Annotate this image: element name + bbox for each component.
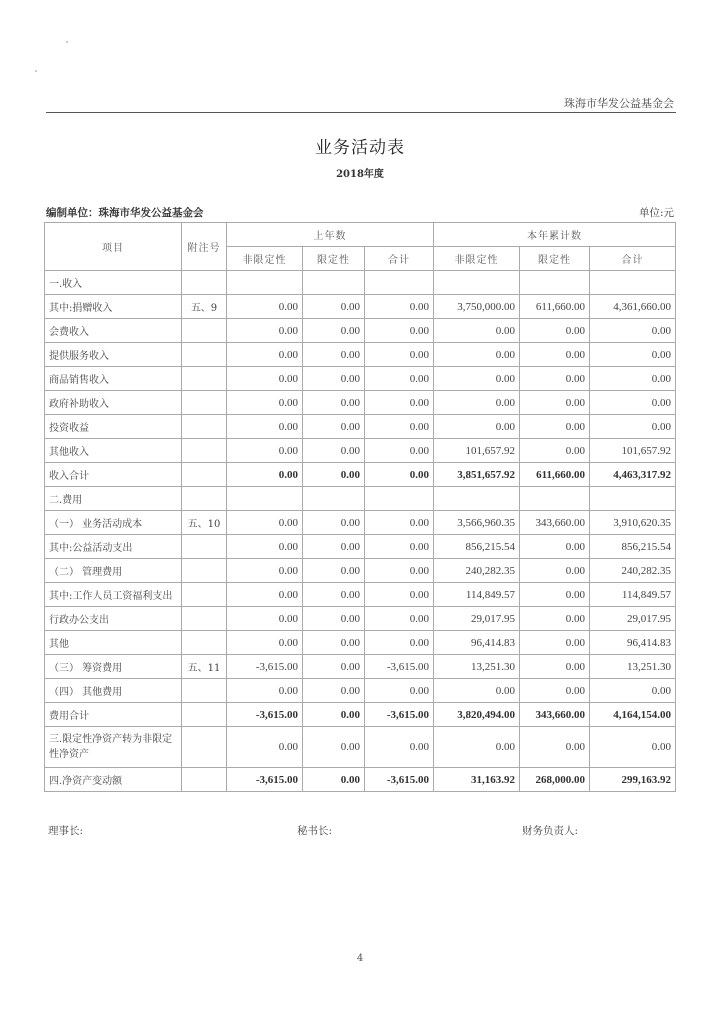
table-row xyxy=(45,535,676,559)
cell-cy-unres: 114,849.57 xyxy=(434,583,520,607)
row-item-label: 收入合计 xyxy=(45,463,182,487)
scan-speck xyxy=(35,70,37,72)
row-note-ref xyxy=(182,271,227,295)
cell-py-unres: 0.00 xyxy=(227,511,303,535)
cell-py-unres: 0.00 xyxy=(227,463,303,487)
header-cy-total: 合计 xyxy=(590,247,676,271)
table-row xyxy=(45,655,676,679)
cell-py-total: 0.00 xyxy=(365,631,434,655)
table-row xyxy=(45,295,676,319)
table-row xyxy=(45,415,676,439)
cell-py-unres: -3,615.00 xyxy=(227,768,303,792)
row-note-ref xyxy=(182,391,227,415)
signature-secretary-general: 秘书长: xyxy=(297,825,333,837)
cell-py-unres: 0.00 xyxy=(227,535,303,559)
cell-cy-unres xyxy=(434,271,520,295)
cell-py-unres: 0.00 xyxy=(227,343,303,367)
cell-cy-total: 299,163.92 xyxy=(590,768,676,792)
cell-py-unres: 0.00 xyxy=(227,583,303,607)
row-item-label: （四） 其他费用 xyxy=(45,679,182,703)
cell-py-res: 0.00 xyxy=(303,655,365,679)
cell-cy-res: 0.00 xyxy=(520,439,590,463)
cell-cy-res: 343,660.00 xyxy=(520,511,590,535)
cell-cy-unres: 3,566,960.35 xyxy=(434,511,520,535)
cell-cy-res: 0.00 xyxy=(520,727,590,768)
cell-cy-total: 3,910,620.35 xyxy=(590,511,676,535)
header-py-total: 合计 xyxy=(365,247,434,271)
table-row xyxy=(45,768,676,792)
cell-cy-res: 0.00 xyxy=(520,631,590,655)
cell-py-res: 0.00 xyxy=(303,727,365,768)
cell-py-total: 0.00 xyxy=(365,559,434,583)
cell-py-total: -3,615.00 xyxy=(365,703,434,727)
cell-cy-total: 0.00 xyxy=(590,415,676,439)
cell-cy-total: 0.00 xyxy=(590,727,676,768)
cell-cy-res: 611,660.00 xyxy=(520,295,590,319)
cell-cy-unres: 3,851,657.92 xyxy=(434,463,520,487)
row-note-ref xyxy=(182,439,227,463)
row-item-label: 政府补助收入 xyxy=(45,391,182,415)
header-cy-restricted: 限定性 xyxy=(520,247,590,271)
row-item-label: 其中:工作人员工资福利支出 xyxy=(45,583,182,607)
row-note-ref: 五、11 xyxy=(182,655,227,679)
cell-py-unres: 0.00 xyxy=(227,367,303,391)
row-item-label: 会费收入 xyxy=(45,319,182,343)
cell-cy-total: 29,017.95 xyxy=(590,607,676,631)
row-item-label: 三.限定性净资产转为非限定性净资产 xyxy=(45,727,182,768)
row-note-ref: 五、9 xyxy=(182,295,227,319)
cell-py-res: 0.00 xyxy=(303,768,365,792)
cell-cy-res: 0.00 xyxy=(520,559,590,583)
table-row xyxy=(45,679,676,703)
table-row xyxy=(45,391,676,415)
cell-py-total: 0.00 xyxy=(365,295,434,319)
cell-cy-unres: 96,414.83 xyxy=(434,631,520,655)
cell-py-total xyxy=(365,271,434,295)
cell-cy-total xyxy=(590,271,676,295)
header-rule xyxy=(46,112,676,113)
row-note-ref xyxy=(182,559,227,583)
cell-py-total: 0.00 xyxy=(365,415,434,439)
table-row xyxy=(45,487,676,511)
cell-py-res: 0.00 xyxy=(303,535,365,559)
cell-cy-unres: 29,017.95 xyxy=(434,607,520,631)
cell-cy-res xyxy=(520,487,590,511)
prepared-by: 编制单位：珠海市华发公益基金会 xyxy=(46,207,204,219)
running-header-organization: 珠海市华发公益基金会 xyxy=(564,97,674,110)
table-row xyxy=(45,511,676,535)
row-note-ref xyxy=(182,631,227,655)
cell-py-total: 0.00 xyxy=(365,727,434,768)
cell-cy-total: 96,414.83 xyxy=(590,631,676,655)
cell-py-total: 0.00 xyxy=(365,439,434,463)
cell-py-res: 0.00 xyxy=(303,559,365,583)
table-row xyxy=(45,727,676,768)
cell-py-unres xyxy=(227,271,303,295)
row-item-label: 其中:公益活动支出 xyxy=(45,535,182,559)
cell-cy-unres: 856,215.54 xyxy=(434,535,520,559)
row-note-ref xyxy=(182,415,227,439)
cell-py-unres: -3,615.00 xyxy=(227,703,303,727)
row-note-ref xyxy=(182,463,227,487)
table-row xyxy=(45,559,676,583)
cell-py-res: 0.00 xyxy=(303,631,365,655)
row-note-ref xyxy=(182,768,227,792)
row-item-label: 投资收益 xyxy=(45,415,182,439)
cell-py-total: -3,615.00 xyxy=(365,768,434,792)
row-note-ref xyxy=(182,343,227,367)
row-item-label: 二.费用 xyxy=(45,487,182,511)
row-note-ref xyxy=(182,535,227,559)
header-note: 附注号 xyxy=(182,223,227,271)
cell-cy-total: 13,251.30 xyxy=(590,655,676,679)
cell-cy-unres: 3,750,000.00 xyxy=(434,295,520,319)
header-item: 项目 xyxy=(45,223,182,271)
table-row xyxy=(45,703,676,727)
row-note-ref xyxy=(182,487,227,511)
cell-py-res: 0.00 xyxy=(303,319,365,343)
row-item-label: 提供服务收入 xyxy=(45,343,182,367)
cell-cy-unres: 0.00 xyxy=(434,391,520,415)
cell-py-total: 0.00 xyxy=(365,343,434,367)
cell-cy-total: 0.00 xyxy=(590,391,676,415)
table-row xyxy=(45,271,676,295)
cell-py-res: 0.00 xyxy=(303,703,365,727)
signature-chairman: 理事长: xyxy=(48,825,84,837)
row-note-ref xyxy=(182,319,227,343)
table-row xyxy=(45,319,676,343)
cell-cy-res: 0.00 xyxy=(520,391,590,415)
document-period: 2018年度 xyxy=(336,169,384,180)
cell-py-unres: 0.00 xyxy=(227,727,303,768)
cell-py-res: 0.00 xyxy=(303,583,365,607)
cell-cy-res: 268,000.00 xyxy=(520,768,590,792)
cell-py-res: 0.00 xyxy=(303,343,365,367)
cell-cy-unres: 0.00 xyxy=(434,679,520,703)
cell-py-total: 0.00 xyxy=(365,583,434,607)
cell-cy-res: 0.00 xyxy=(520,679,590,703)
cell-py-total: 0.00 xyxy=(365,679,434,703)
table-row xyxy=(45,367,676,391)
cell-cy-total: 856,215.54 xyxy=(590,535,676,559)
table-row xyxy=(45,343,676,367)
cell-py-unres: 0.00 xyxy=(227,607,303,631)
cell-py-total: 0.00 xyxy=(365,391,434,415)
cell-cy-unres: 101,657.92 xyxy=(434,439,520,463)
cell-cy-unres: 240,282.35 xyxy=(434,559,520,583)
cell-cy-total: 0.00 xyxy=(590,343,676,367)
cell-cy-res: 343,660.00 xyxy=(520,703,590,727)
cell-py-total: 0.00 xyxy=(365,367,434,391)
table-row xyxy=(45,439,676,463)
row-note-ref: 五、10 xyxy=(182,511,227,535)
row-note-ref xyxy=(182,703,227,727)
cell-cy-unres: 0.00 xyxy=(434,319,520,343)
cell-cy-total: 0.00 xyxy=(590,367,676,391)
row-item-label: （一） 业务活动成本 xyxy=(45,511,182,535)
cell-py-unres: 0.00 xyxy=(227,319,303,343)
cell-cy-res: 0.00 xyxy=(520,343,590,367)
cell-py-unres xyxy=(227,487,303,511)
cell-py-res: 0.00 xyxy=(303,415,365,439)
cell-py-res: 0.00 xyxy=(303,391,365,415)
row-item-label: 其他 xyxy=(45,631,182,655)
cell-cy-total: 0.00 xyxy=(590,679,676,703)
cell-py-total: -3,615.00 xyxy=(365,655,434,679)
header-cy-unrestricted: 非限定性 xyxy=(434,247,520,271)
row-item-label: （三） 筹资费用 xyxy=(45,655,182,679)
cell-cy-unres: 31,163.92 xyxy=(434,768,520,792)
cell-cy-total: 4,164,154.00 xyxy=(590,703,676,727)
cell-cy-total: 4,463,317.92 xyxy=(590,463,676,487)
cell-py-total: 0.00 xyxy=(365,607,434,631)
table-row xyxy=(45,583,676,607)
cell-py-res: 0.00 xyxy=(303,367,365,391)
table-row xyxy=(45,463,676,487)
row-item-label: 商品销售收入 xyxy=(45,367,182,391)
cell-cy-res: 0.00 xyxy=(520,583,590,607)
cell-cy-total: 114,849.57 xyxy=(590,583,676,607)
cell-cy-total: 101,657.92 xyxy=(590,439,676,463)
scan-speck xyxy=(66,41,68,43)
row-item-label: 四.净资产变动额 xyxy=(45,768,182,792)
table-row xyxy=(45,631,676,655)
cell-cy-res: 0.00 xyxy=(520,607,590,631)
cell-py-unres: 0.00 xyxy=(227,679,303,703)
cell-py-res: 0.00 xyxy=(303,511,365,535)
activity-statement-table xyxy=(44,222,676,792)
row-item-label: （二） 管理费用 xyxy=(45,559,182,583)
cell-py-total: 0.00 xyxy=(365,319,434,343)
cell-cy-res: 0.00 xyxy=(520,415,590,439)
cell-py-unres: 0.00 xyxy=(227,439,303,463)
cell-py-total: 0.00 xyxy=(365,535,434,559)
row-item-label: 行政办公支出 xyxy=(45,607,182,631)
currency-unit: 单位:元 xyxy=(638,207,674,219)
row-note-ref xyxy=(182,679,227,703)
cell-cy-unres: 0.00 xyxy=(434,727,520,768)
signature-finance-head: 财务负责人: xyxy=(522,825,579,837)
cell-cy-res: 0.00 xyxy=(520,319,590,343)
cell-py-unres: 0.00 xyxy=(227,295,303,319)
document-title: 业务活动表 xyxy=(315,138,405,158)
header-current-year: 本年累计数 xyxy=(434,223,676,247)
cell-py-res: 0.00 xyxy=(303,295,365,319)
cell-cy-total: 0.00 xyxy=(590,319,676,343)
row-note-ref xyxy=(182,727,227,768)
cell-cy-unres: 13,251.30 xyxy=(434,655,520,679)
cell-py-res: 0.00 xyxy=(303,607,365,631)
cell-py-res: 0.00 xyxy=(303,463,365,487)
cell-py-res xyxy=(303,487,365,511)
cell-py-unres: 0.00 xyxy=(227,559,303,583)
cell-cy-res: 0.00 xyxy=(520,655,590,679)
cell-cy-unres: 0.00 xyxy=(434,367,520,391)
cell-py-unres: -3,615.00 xyxy=(227,655,303,679)
cell-py-unres: 0.00 xyxy=(227,415,303,439)
cell-py-total: 0.00 xyxy=(365,463,434,487)
cell-py-res: 0.00 xyxy=(303,439,365,463)
cell-py-res xyxy=(303,271,365,295)
row-item-label: 费用合计 xyxy=(45,703,182,727)
header-prior-year: 上年数 xyxy=(227,223,434,247)
row-item-label: 其他收入 xyxy=(45,439,182,463)
cell-cy-total: 240,282.35 xyxy=(590,559,676,583)
row-note-ref xyxy=(182,367,227,391)
header-py-restricted: 限定性 xyxy=(303,247,365,271)
cell-py-res: 0.00 xyxy=(303,679,365,703)
cell-py-unres: 0.00 xyxy=(227,391,303,415)
row-item-label: 一.收入 xyxy=(45,271,182,295)
row-note-ref xyxy=(182,607,227,631)
cell-cy-total: 4,361,660.00 xyxy=(590,295,676,319)
cell-cy-res: 611,660.00 xyxy=(520,463,590,487)
cell-cy-unres: 3,820,494.00 xyxy=(434,703,520,727)
cell-cy-res: 0.00 xyxy=(520,535,590,559)
cell-py-total: 0.00 xyxy=(365,511,434,535)
cell-cy-unres xyxy=(434,487,520,511)
row-item-label: 其中:捐赠收入 xyxy=(45,295,182,319)
cell-cy-unres: 0.00 xyxy=(434,343,520,367)
cell-cy-res: 0.00 xyxy=(520,367,590,391)
page-number: 4 xyxy=(356,953,364,964)
header-py-unrestricted: 非限定性 xyxy=(227,247,303,271)
cell-py-total xyxy=(365,487,434,511)
cell-py-unres: 0.00 xyxy=(227,631,303,655)
row-note-ref xyxy=(182,583,227,607)
cell-cy-total xyxy=(590,487,676,511)
cell-cy-unres: 0.00 xyxy=(434,415,520,439)
table-row xyxy=(45,607,676,631)
cell-cy-res xyxy=(520,271,590,295)
